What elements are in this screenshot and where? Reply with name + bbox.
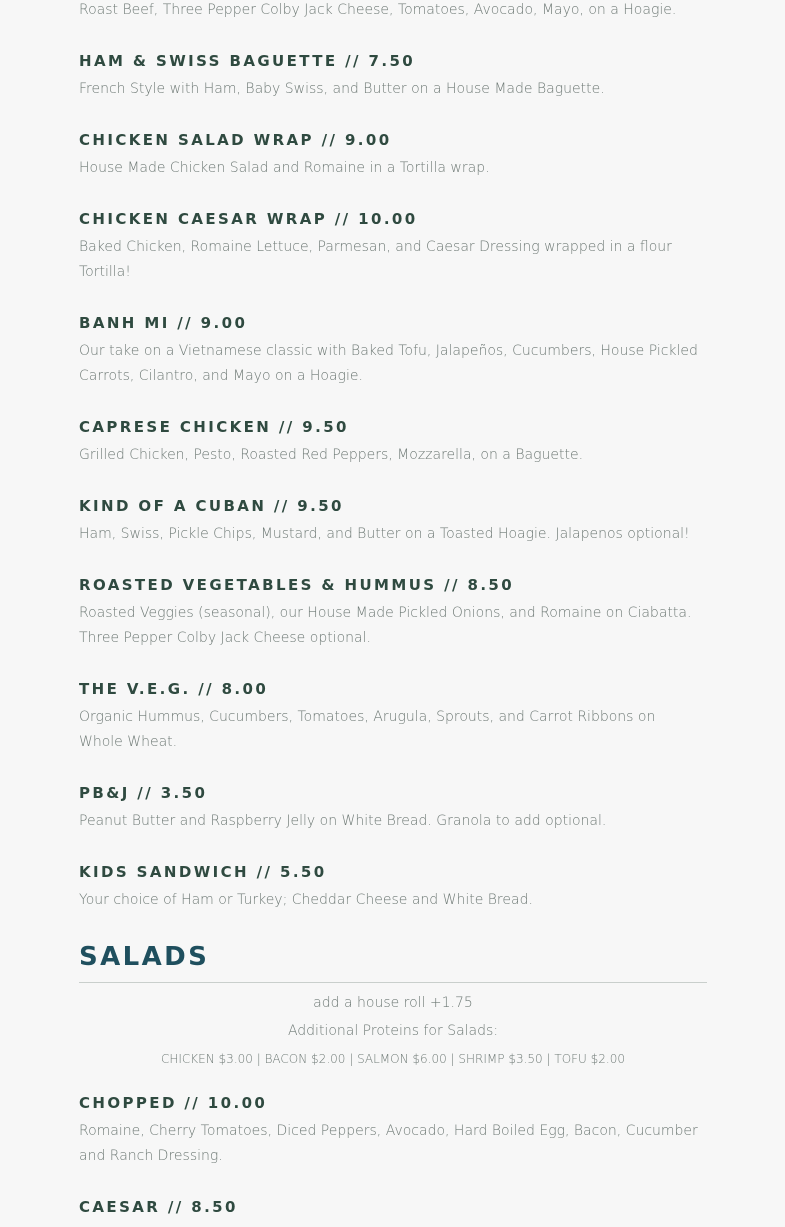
item-description: Roasted Veggies (seasonal), our House Made Pickled Onions, and Romaine on Ciabatta. (79, 605, 692, 621)
item-title: CHICKEN CAESAR WRAP // 10.00 (79, 210, 418, 228)
item-description: Ham, Swiss, Pickle Chips, Mustard, and Butter on a Toasted Hoagie. Jalapenos optional! (79, 526, 690, 542)
item-title: BANH MI // 9.00 (79, 314, 248, 332)
item-title: HAM & SWISS BAGUETTE // 7.50 (79, 52, 416, 70)
item-title: CAPRESE CHICKEN // 9.50 (79, 418, 349, 436)
item-title: PB&J // 3.50 (79, 784, 208, 802)
proteins-label: Additional Proteins for Salads: (287, 1023, 499, 1039)
item-description: House Made Chicken Salad and Romaine in a Tortilla wrap. (79, 160, 490, 176)
item-description: and Ranch Dressing. (79, 1148, 223, 1164)
item-description: Our take on a Vietnamese classic with Baked Tofu, Jalapeños, Cucumbers, House Pickled (79, 343, 698, 359)
section-heading-salads: SALADS (79, 942, 210, 972)
roll-note: add a house roll +1.75 (313, 995, 473, 1011)
item-description: Whole Wheat. (79, 734, 178, 750)
item-description: Tortilla! (79, 264, 131, 280)
proteins-list: CHICKEN $3.00 | BACON $2.00 | SALMON $6.00 | SHRIMP $3.50 | TOFU $2.00 (160, 1052, 625, 1066)
item-description: Organic Hummus, Cucumbers, Tomatoes, Arugula, Sprouts, and Carrot Ribbons on (79, 709, 656, 725)
item-title: CHOPPED // 10.00 (79, 1094, 268, 1112)
item-title: KIND OF A CUBAN // 9.50 (79, 497, 344, 515)
item-description: Three Pepper Colby Jack Cheese optional. (79, 630, 371, 646)
item-title: THE V.E.G. // 8.00 (79, 680, 269, 698)
item-title: KIDS SANDWICH // 5.50 (79, 863, 327, 881)
item-description: Baked Chicken, Romaine Lettuce, Parmesan, and Caesar Dressing wrapped in a flour (79, 239, 672, 255)
section-divider (79, 982, 707, 983)
item-title: CHICKEN SALAD WRAP // 9.00 (79, 131, 392, 149)
item-description: Your choice of Ham or Turkey; Cheddar Cheese and White Bread. (79, 892, 533, 908)
item-description: Peanut Butter and Raspberry Jelly on White Bread. Granola to add optional. (79, 813, 607, 829)
item-title: CAESAR // 8.50 (79, 1198, 238, 1216)
item-description: Romaine, Cherry Tomatoes, Diced Peppers, Avocado, Hard Boiled Egg, Bacon, Cucumber (79, 1123, 698, 1139)
item-description: Carrots, Cilantro, and Mayo on a Hoagie. (79, 368, 363, 384)
item-description: Grilled Chicken, Pesto, Roasted Red Peppers, Mozzarella, on a Baguette. (79, 447, 584, 463)
item-description: Roast Beef, Three Pepper Colby Jack Cheese, Tomatoes, Avocado, Mayo, on a Hoagie. (79, 2, 677, 18)
item-title: ROASTED VEGETABLES & HUMMUS // 8.50 (79, 576, 515, 594)
item-description: French Style with Ham, Baby Swiss, and Butter on a House Made Baguette. (79, 81, 605, 97)
